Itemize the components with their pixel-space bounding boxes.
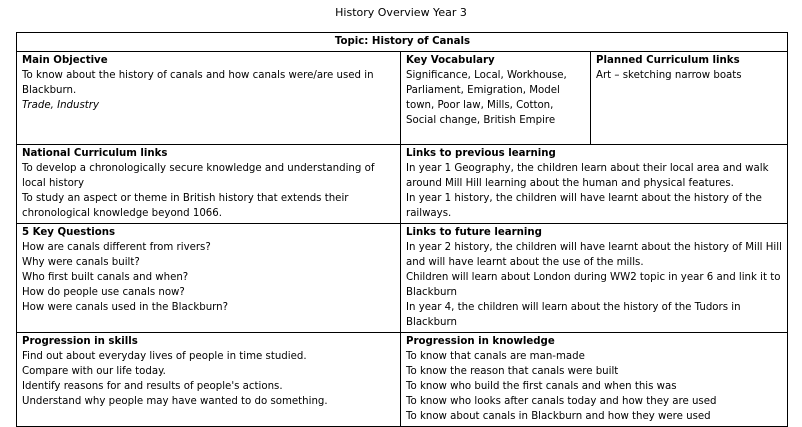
key-question-item: How do people use canals now?	[22, 287, 185, 298]
national-curriculum-cell	[17, 145, 401, 224]
progression-skill-item: Find out about everyday lives of people in time studied.	[22, 351, 307, 362]
progression-skill-item: Compare with our life today.	[22, 366, 166, 377]
main-objective-keywords: Trade, Industry	[22, 100, 99, 111]
progression-knowledge-heading: Progression in knowledge	[406, 336, 555, 347]
progression-knowledge-cell	[401, 333, 788, 427]
future-learning-item: In year 4, the children will learn about the history of the Tudors in Blackburn	[406, 302, 741, 328]
objective-row	[17, 52, 788, 145]
previous-learning-cell	[401, 145, 788, 224]
topic-title: Topic: History of Canals	[17, 33, 788, 52]
progression-skills-heading: Progression in skills	[22, 336, 138, 347]
progression-knowledge-item: To know who build the first canals and when this was	[406, 381, 677, 392]
national-curriculum-item: To study an aspect or theme in British history that extends their chronological knowledge beyond 1066.	[22, 193, 349, 219]
main-objective-heading: Main Objective	[22, 55, 108, 66]
planned-curriculum-heading: Planned Curriculum links	[596, 55, 740, 66]
previous-learning-heading: Links to previous learning	[406, 148, 556, 159]
progression-knowledge-item: To know who looks after canals today and how they are used	[406, 396, 717, 407]
key-question-item: Why were canals built?	[22, 257, 140, 268]
future-learning-item: Children will learn about London during WW2 topic in year 6 and link it to Blackburn	[406, 272, 781, 298]
main-objective-text: To know about the history of canals and how canals were/are used in Blackburn.	[22, 70, 374, 96]
future-learning-heading: Links to future learning	[406, 227, 542, 238]
progression-knowledge-item: To know that canals are man-made	[406, 351, 585, 362]
national-curriculum-heading: National Curriculum links	[22, 148, 168, 159]
overview-table	[16, 32, 788, 427]
progression-skill-item: Understand why people may have wanted to do something.	[22, 396, 328, 407]
document-title: History Overview Year 3	[335, 6, 467, 19]
key-vocabulary-cell	[401, 52, 591, 145]
curriculum-row	[17, 145, 788, 224]
progression-skills-cell	[17, 333, 401, 427]
key-questions-cell	[17, 224, 401, 333]
key-question-item: How are canals different from rivers?	[22, 242, 211, 253]
previous-learning-item: In year 1 Geography, the children learn about their local area and walk around Mill Hill learning about the human and physical features.	[406, 163, 769, 189]
national-curriculum-item: To develop a chronologically secure knowledge and understanding of local history	[22, 163, 375, 189]
key-question-item: How were canals used in the Blackburn?	[22, 302, 229, 313]
previous-learning-item: In year 1 history, the children will have learnt about the history of the railways.	[406, 193, 762, 219]
progression-knowledge-item: To know the reason that canals were built	[406, 366, 619, 377]
topic-row	[17, 33, 788, 52]
key-vocabulary-text: Significance, Local, Workhouse, Parliament, Emigration, Model town, Poor law, Mills, Cotton, Social change, British Empire	[406, 70, 567, 126]
progression-knowledge-item: To know about canals in Blackburn and how they were used	[406, 411, 711, 422]
progression-skill-item: Identify reasons for and results of people's actions.	[22, 381, 283, 392]
progression-row	[17, 333, 788, 427]
future-learning-item: In year 2 history, the children will have learnt about the history of Mill Hill and will have learnt about the use of the mills.	[406, 242, 782, 268]
future-learning-cell	[401, 224, 788, 333]
main-objective-cell	[17, 52, 401, 145]
questions-row	[17, 224, 788, 333]
key-question-item: Who first built canals and when?	[22, 272, 189, 283]
planned-curriculum-text: Art – sketching narrow boats	[596, 70, 742, 81]
planned-curriculum-cell	[591, 52, 788, 145]
key-questions-heading: 5 Key Questions	[22, 227, 116, 238]
key-vocabulary-heading: Key Vocabulary	[406, 55, 495, 66]
